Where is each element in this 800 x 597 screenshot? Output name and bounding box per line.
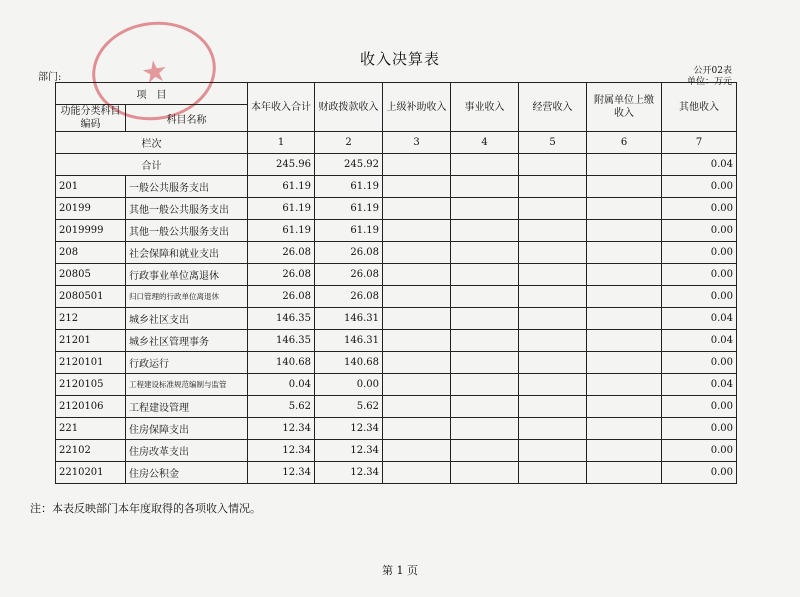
value-cell: [587, 396, 662, 418]
value-cell: [383, 198, 451, 220]
value-cell: [587, 242, 662, 264]
subject-name: 工程建设管理: [126, 396, 248, 418]
value-cell: 0.00: [662, 462, 737, 484]
value-cell: [383, 418, 451, 440]
header-subject-name: 科目名称: [126, 105, 248, 132]
value-cell: [383, 440, 451, 462]
subject-name: 行政事业单位离退休: [126, 264, 248, 286]
value-cell: [587, 352, 662, 374]
value-cell: 61.19: [315, 198, 383, 220]
value-cell: 0.00: [662, 198, 737, 220]
total-cell: 245.92: [315, 154, 383, 176]
value-cell: 0.00: [662, 242, 737, 264]
value-cell: 61.19: [315, 176, 383, 198]
total-row: [56, 154, 737, 176]
value-cell: [451, 308, 519, 330]
table-row: [56, 264, 737, 286]
column-header: 附属单位上缴收入: [587, 83, 662, 132]
total-cell: [519, 154, 587, 176]
value-cell: 26.08: [315, 286, 383, 308]
value-cell: [383, 330, 451, 352]
value-cell: [451, 352, 519, 374]
value-cell: 0.00: [662, 264, 737, 286]
table-row: [56, 418, 737, 440]
value-cell: [519, 176, 587, 198]
value-cell: [383, 396, 451, 418]
value-cell: 0.00: [662, 418, 737, 440]
value-cell: [383, 220, 451, 242]
value-cell: 0.00: [662, 396, 737, 418]
column-header: 经营收入: [519, 83, 587, 132]
value-cell: [519, 264, 587, 286]
value-cell: [383, 286, 451, 308]
value-cell: [451, 374, 519, 396]
value-cell: [451, 462, 519, 484]
value-cell: [519, 242, 587, 264]
value-cell: 146.31: [315, 330, 383, 352]
table-row: [56, 352, 737, 374]
value-cell: [451, 198, 519, 220]
column-index: 2: [315, 132, 383, 154]
subject-name: 一般公共服务支出: [126, 176, 248, 198]
value-cell: 140.68: [315, 352, 383, 374]
subject-name: 住房公积金: [126, 462, 248, 484]
subject-code: 20805: [56, 264, 126, 286]
value-cell: [519, 462, 587, 484]
value-cell: [451, 264, 519, 286]
value-cell: [587, 308, 662, 330]
subject-code: 21201: [56, 330, 126, 352]
value-cell: 26.08: [248, 286, 315, 308]
table-row: [56, 330, 737, 352]
value-cell: 61.19: [248, 198, 315, 220]
value-cell: 0.00: [662, 176, 737, 198]
value-cell: 61.19: [315, 220, 383, 242]
value-cell: 140.68: [248, 352, 315, 374]
value-cell: [587, 286, 662, 308]
subject-name: 其他一般公共服务支出: [126, 198, 248, 220]
value-cell: 0.04: [662, 330, 737, 352]
value-cell: 0.00: [315, 374, 383, 396]
value-cell: 0.00: [662, 220, 737, 242]
value-cell: [519, 286, 587, 308]
value-cell: [451, 396, 519, 418]
value-cell: 26.08: [248, 242, 315, 264]
column-index-label: 栏次: [56, 132, 248, 154]
subject-code: 201: [56, 176, 126, 198]
subject-code: 2019999: [56, 220, 126, 242]
value-cell: [451, 330, 519, 352]
value-cell: [383, 352, 451, 374]
column-header: 上级补助收入: [383, 83, 451, 132]
column-index: 5: [519, 132, 587, 154]
table-row: [56, 308, 737, 330]
footnote: 注：本表反映部门本年度取得的各项收入情况。: [30, 502, 261, 515]
subject-code: 212: [56, 308, 126, 330]
subject-code: 2120106: [56, 396, 126, 418]
subject-code: 22102: [56, 440, 126, 462]
column-index: 6: [587, 132, 662, 154]
value-cell: [587, 418, 662, 440]
value-cell: 26.08: [315, 264, 383, 286]
subject-name: 城乡社区支出: [126, 308, 248, 330]
header-func-code: 功能分类科目编码: [56, 105, 126, 132]
value-cell: 5.62: [248, 396, 315, 418]
total-label: 合计: [56, 154, 248, 176]
table-row: [56, 242, 737, 264]
value-cell: [587, 440, 662, 462]
subject-name: 住房改革支出: [126, 440, 248, 462]
subject-name: 住房保障支出: [126, 418, 248, 440]
total-cell: 245.96: [248, 154, 315, 176]
value-cell: 26.08: [315, 242, 383, 264]
value-cell: [451, 286, 519, 308]
value-cell: 12.34: [248, 462, 315, 484]
value-cell: 12.34: [248, 418, 315, 440]
value-cell: [451, 440, 519, 462]
table-row: [56, 286, 737, 308]
value-cell: 0.04: [248, 374, 315, 396]
value-cell: 61.19: [248, 220, 315, 242]
subject-code: 20199: [56, 198, 126, 220]
value-cell: [451, 220, 519, 242]
subject-name: 归口管理的行政单位离退休: [126, 286, 248, 308]
value-cell: 5.62: [315, 396, 383, 418]
value-cell: [587, 462, 662, 484]
column-header: 本年收入合计: [248, 83, 315, 132]
header-item: 项 目: [56, 83, 248, 105]
form-number: 公开02表: [693, 66, 732, 76]
value-cell: [587, 264, 662, 286]
table-row: [56, 396, 737, 418]
column-header: 事业收入: [451, 83, 519, 132]
value-cell: [383, 462, 451, 484]
value-cell: 0.04: [662, 308, 737, 330]
department-label: 部门:: [38, 72, 62, 83]
subject-name: 社会保障和就业支出: [126, 242, 248, 264]
subject-code: 2120101: [56, 352, 126, 374]
column-index: 7: [662, 132, 737, 154]
value-cell: [451, 418, 519, 440]
subject-name: 其他一般公共服务支出: [126, 220, 248, 242]
value-cell: [383, 176, 451, 198]
value-cell: [519, 330, 587, 352]
value-cell: 0.04: [662, 374, 737, 396]
subject-code: 2120105: [56, 374, 126, 396]
value-cell: 0.00: [662, 440, 737, 462]
value-cell: 0.00: [662, 286, 737, 308]
page-number: 第 1 页: [382, 564, 418, 577]
subject-code: 221: [56, 418, 126, 440]
subject-code: 2080501: [56, 286, 126, 308]
subject-name: 城乡社区管理事务: [126, 330, 248, 352]
total-cell: [587, 154, 662, 176]
value-cell: [519, 418, 587, 440]
value-cell: 146.35: [248, 308, 315, 330]
value-cell: [519, 352, 587, 374]
seal-star-icon: ★: [138, 53, 171, 92]
value-cell: 61.19: [248, 176, 315, 198]
table-row: [56, 176, 737, 198]
value-cell: [587, 198, 662, 220]
table-row: [56, 440, 737, 462]
value-cell: [587, 220, 662, 242]
subject-name: 工程建设标准规范编制与监管: [126, 374, 248, 396]
value-cell: [383, 308, 451, 330]
value-cell: [519, 374, 587, 396]
value-cell: [519, 198, 587, 220]
subject-code: 208: [56, 242, 126, 264]
total-cell: [451, 154, 519, 176]
value-cell: [519, 220, 587, 242]
value-cell: [451, 242, 519, 264]
value-cell: [587, 176, 662, 198]
table-row: [56, 462, 737, 484]
income-table: [55, 82, 737, 484]
table-row: [56, 220, 737, 242]
value-cell: 12.34: [248, 440, 315, 462]
column-index: 3: [383, 132, 451, 154]
subject-code: 2210201: [56, 462, 126, 484]
value-cell: 12.34: [315, 440, 383, 462]
value-cell: [383, 264, 451, 286]
value-cell: [519, 440, 587, 462]
value-cell: 0.00: [662, 352, 737, 374]
total-cell: 0.04: [662, 154, 737, 176]
subject-name: 行政运行: [126, 352, 248, 374]
page-title: 收入决算表: [359, 50, 440, 68]
column-header: 其他收入: [662, 83, 737, 132]
value-cell: 12.34: [315, 418, 383, 440]
value-cell: 146.31: [315, 308, 383, 330]
total-cell: [383, 154, 451, 176]
table-row: [56, 198, 737, 220]
value-cell: [519, 308, 587, 330]
value-cell: [383, 242, 451, 264]
unit-label: 单位：万元: [686, 77, 732, 87]
value-cell: [587, 374, 662, 396]
value-cell: [519, 396, 587, 418]
value-cell: [451, 176, 519, 198]
value-cell: 12.34: [315, 462, 383, 484]
column-index: 1: [248, 132, 315, 154]
value-cell: [587, 330, 662, 352]
value-cell: 26.08: [248, 264, 315, 286]
value-cell: 146.35: [248, 330, 315, 352]
table-row: [56, 374, 737, 396]
column-header: 财政拨款收入: [315, 83, 383, 132]
value-cell: [383, 374, 451, 396]
column-index: 4: [451, 132, 519, 154]
